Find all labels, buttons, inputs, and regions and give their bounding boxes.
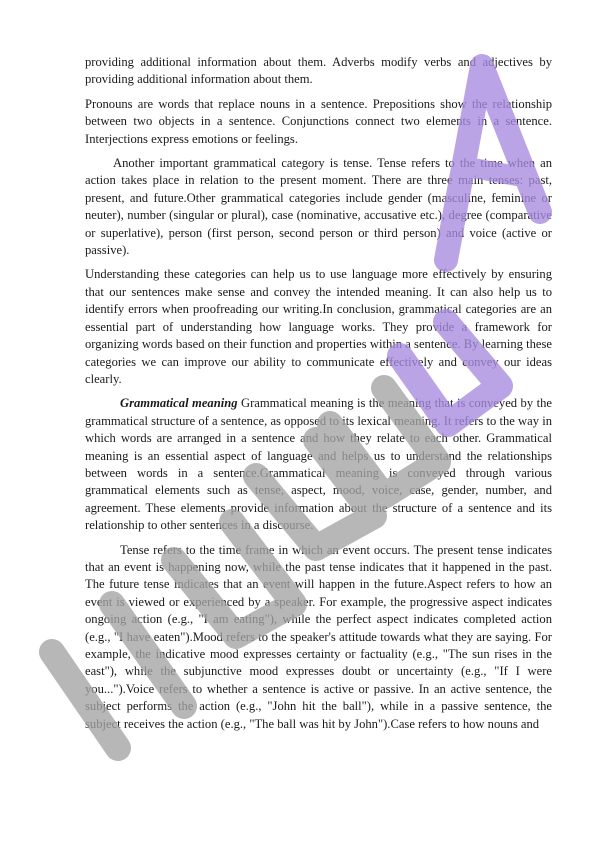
document-body — [85, 54, 552, 740]
paragraph-pronouns: Pronouns are words that replace nouns in a sentence. Prepositions show the relationship between two objects in a sentence. Conjunctions connect two elements in a sentence. Interjections express emotions or feelings. — [85, 96, 552, 146]
paragraph-grammatical-meaning — [85, 395, 552, 534]
paragraph-adverbs: providing additional information about them. Adverbs modify verbs and adjectives by providing additional information about them. — [85, 55, 552, 87]
paragraph-understanding-categories: Understanding these categories can help us to use language more effectively by ensuring that our sentences make sense and convey the intended meaning. It can also help us to identify errors when proofreading our writing.In conclusion, grammatical categories are an essential part of understanding how language works. They provide a framework for organizing words based on their function and properties within a sentence. By learning these categories we can improve our ability to communicate effectively and convey our ideas clearly. — [85, 267, 552, 386]
grammatical-meaning-text: Grammatical meaning is the meaning that is conveyed by the grammatical structure of a sentence, as opposed to its lexical meaning. It refers to the way in which words are arranged in a sentence and how they relate to each other. Grammatical meaning is an essential aspect of language and helps us to understand the relationships between words in a sentence.Grammatical meaning is conveyed through various grammatical elements such as tense, aspect, mood, voice, case, gender, number, and agreement. These elements provide information about the structure of a sentence and its relationship to other sentences in a discourse. — [85, 396, 552, 533]
section-term-grammatical-meaning: Grammatical meaning — [120, 396, 238, 411]
paragraph-tense-category: Another important grammatical category is tense. Tense refers to the time when an action takes place in relation to the present moment. There are three main tenses: past, present, and future.Other grammatical categories include gender (masculine, feminine or neuter), number (singular or plural), case (nominative, accusative etc.), degree (comparative or superlative), person (first person, second person or third person) and voice (active or passive). — [85, 156, 552, 258]
paragraph-tense-aspect-mood: Tense refers to the time frame in which an event occurs. The present tense indicates that an event is happening now, while the past tense indicates that it happened in the past. The future tense indicates that an event will happen in the future.Aspect refers to how an event is viewed or experienced by a speaker. For example, the progressive aspect indicates ongoing action (e.g., "I am eating"), while the perfect aspect indicates completed action (e.g., "I have eaten").Mood refers to the speaker's attitude towards what they are saying. For example, the indicative mood expresses certainty or factuality (e.g., "The sun rises in the east"), while the subjunctive mood expresses doubt or uncertainty (e.g., "If I were you...").Voice refers to whether a sentence is active or passive. In an active sentence, the subject performs the action (e.g., "John hit the ball"), while in a passive sentence, the subject receives the action (e.g., "The ball was hit by John").Case refers to how nouns and — [85, 542, 552, 731]
